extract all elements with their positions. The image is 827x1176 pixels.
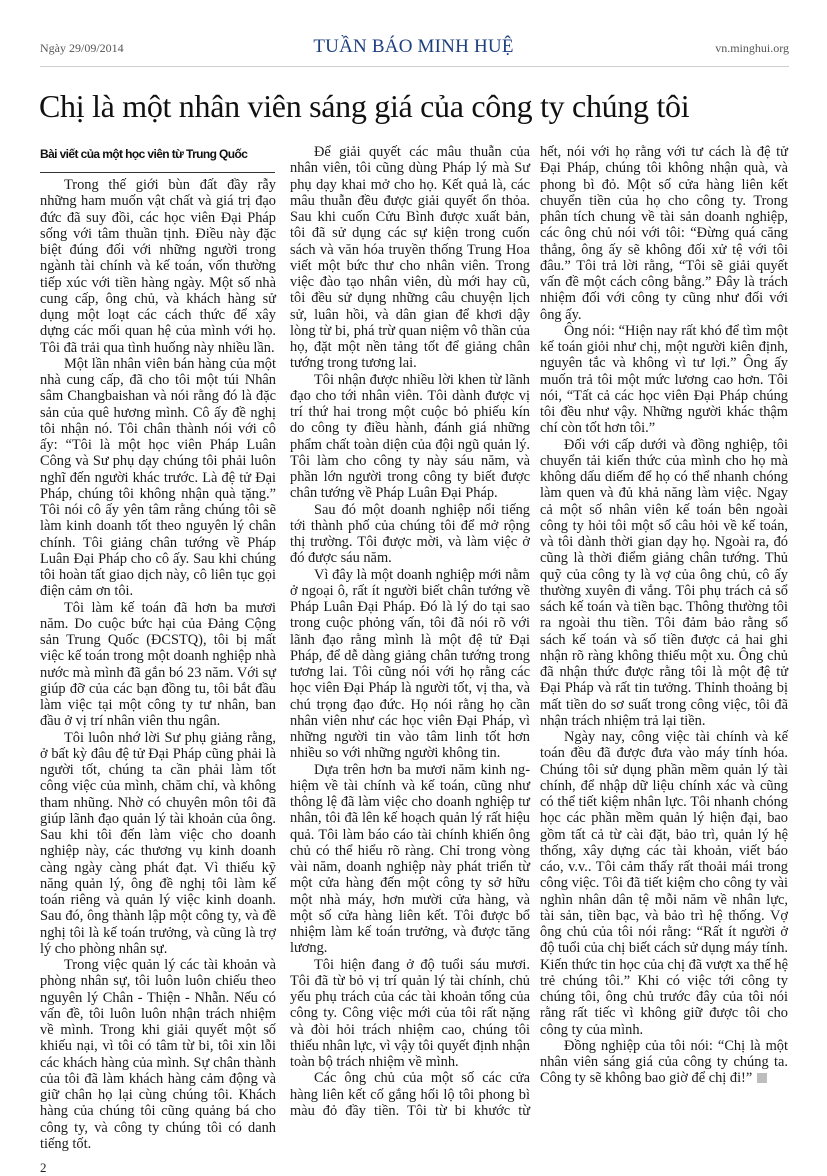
- page-number: 2: [40, 1160, 47, 1175]
- header-date: Ngày 29/09/2014: [40, 41, 124, 55]
- article-column-1: [40, 177, 276, 1176]
- paragraph: Tôi làm kế toán đã hơn ba mươi năm. Do cuộc bức hại của Đảng Cộng sản Trung Quốc (ĐCSTQ), tôi bị mất việc kế toán trong một doanh nghiệp nhà nước mà mình đã gắn bó 23 năm. Với sự giúp đỡ của các bạn đồng tu, tôi bắt đầu làm việc tại một công ty tư nhân, ban đầu ở vị trí nhân viên thu ngân.: [40, 599, 276, 730]
- paragraph: Sau đó một doanh nghiệp nổi tiếng tới thành phố của chúng tôi để mở rộng thị trường. Tôi được mời, và làm việc ở đó được sáu năm.: [290, 501, 530, 567]
- paragraph: Tôi nhận được nhiều lời khen từ lãnh đạo cho tới nhân viên. Tôi dành được vị trí thứ hai trong một cuộc bỏ phiếu kín do công ty điều hành, đánh giá những phẩm chất toàn diện của đội ngũ quản lý. Tôi làm cho công ty này sáu năm, và phần lớn người trong công ty biết được chân tướng về Pháp Luân Đại Pháp.: [290, 371, 530, 502]
- paragraph: Đối với cấp dưới và đồng nghiệp, tôi chuyển tải kiến thức của mình cho họ mà không dấu diếm để họ có thể nhanh chóng làm quen và đủ khả năng làm việc. Ngay cả một số nhân viên kế toán bên ngoài công ty hỏi tôi một số câu hỏi về kế toán, và tôi dành thời gian dạy họ. Ngoài ra, đó cũng là thời điểm giảng chân tướng. Thủ quỹ của công ty là vợ của ông chủ, cô ấy thường xuyên đi vắng. Tôi phụ trách cả sổ sách kế toán và tiền bạc. Thông thường tôi ra ngoài thu tiền. Tôi đảm bảo rằng sổ sách kế toán và số tiền được cả hai ghi nhận rõ ràng không thiếu một xu. Ông chủ đã nhận thức được rằng tôi là một đệ tử Đại Pháp và rất tin tưởng. Thỉnh thoảng bị mất tiền do sơ suất trong công việc, tôi đã nhận trách nhiệm trả lại tiền.: [540, 436, 788, 729]
- paragraph: Các ông chủ của một số các cửa hàng liên kết cố gắng hối lộ tôi phong bì màu đỏ đầy tiền. Tôi từ bi khước từ: [290, 1070, 530, 1119]
- paragraph: Trong việc quản lý các tài khoản và phòng nhân sự, tôi luôn luôn chiếu theo nguyên lý Chân - Thiện - Nhẫn. Nếu có vấn đề, tôi luôn luôn nhận trách nhiệm về mình. Trong khi giải quyết một số khiếu nại, vì tôi có tâm từ bi, tôi xin lỗi các khách hàng của mình. Sự chân thành của tôi đã làm khách hàng cảm động và giữ chân họ lại cùng chúng tôi. Khách hàng của chúng tôi cũng quảng bá cho công ty, và công ty chúng tôi có danh tiếng tốt.: [40, 957, 276, 1152]
- paragraph: Ngày nay, công việc tài chính và kế toán đều đã được đưa vào máy tính hóa. Chúng tôi sử dụng phần mềm quản lý tài chính, để nhập dữ liệu chính xác và cũng có thể tiết kiệm nhân lực. Tôi nhanh chóng học các phần mềm quản lý hiện đại, bao gồm tất cả từ cài đặt, bảo trì, quản lý hệ thống, xây dựng các tài khoản, viết báo cáo, v.v.. Tôi cảm thấy rất thoải mái trong công việc. Tôi đã tiết kiệm cho công ty vài nghìn nhân dân tệ mỗi năm về nhân lực, tài sản, tiền bạc, và bảo trì hệ thống. Vợ ông chủ của tôi nói rằng: “Rất ít người ở độ tuổi của chị biết cách sử dụng máy tính. Kiến thức tin học của chị đã vượt xa thế hệ trẻ chúng tôi.” Khi có việc tới công ty chúng tôi, ông chủ trước đây của tôi nói rằng rất tiếc vì không giữ được tôi cho công ty của mình.: [540, 729, 788, 1038]
- paragraph: Một lần nhân viên bán hàng của một nhà cung cấp, đã cho tôi một túi Nhân sâm Changbaishan và nói rằng đó là đặc sản của quê hương mình. Cô ấy đề nghị tôi nhận nó. Tôi chân thành nói với cô ấy: “Tôi là một học viên Pháp Luân Công và Sư phụ dạy chúng tôi phải luôn nghĩ đến người khác trước. Là đệ tử Đại Pháp, chúng tôi không nhận quà tặng.” Tôi nói cô ấy yên tâm rằng chúng tôi sẽ làm kinh doanh tốt theo nguyên lý chân chính. Tôi giảng chân tướng về Pháp Luân Đại Pháp cho cô ấy. Sau khi chúng tôi hoàn tất giao dịch này, cô liên tục gọi điện cảm ơn tôi.: [40, 355, 276, 600]
- paragraph: Vì đây là một doanh nghiệp mới nằm ở ngoại ô, rất ít người biết chân tướng về Pháp Luân Đại Pháp. Đó là lý do tại sao trong cuộc phỏng vấn, tôi đã nói rõ với lãnh đạo rằng mình là một đệ tử Đại Pháp, để dễ dàng giảng chân tướng trong tương lai. Tôi cũng nói với họ rằng các học viên Đại Pháp là người tốt, vị tha, và chú trọng đạo đức. Họ nói rằng họ cần nhân viên như các học viên Đại Pháp, vì những người tin vào tâm linh tốt hơn nhiều so với những người không tin.: [290, 566, 530, 762]
- column-divider: [40, 172, 275, 173]
- paragraph-continued: hết, nói với họ rằng với tư cách là đệ tử Đại Pháp, chúng tôi không nhận quà, và phong bì đỏ. Một số cửa hàng liên kết chuyển tiền của họ cho công ty. Trong phân tích chung về tài sản doanh nghiệp, các ông chủ nói với tôi: “Đừng quá căng thẳng, ông ấy sẽ không đối xử tệ với tôi đâu.” Tôi trả lời rằng, “Tôi sẽ giải quyết vấn đề một cách công bằng.” Đây là trách nhiệm đối với công ty cũng như đối với ông ấy.: [540, 144, 788, 323]
- article-byline: Bài viết của một học viên từ Trung Quốc: [40, 147, 248, 161]
- paragraph: Trong thế giới bùn đất đầy rẫy những ham muốn vật chất và giá trị đạo đức đã suy đồi, các học viên Đại Pháp sống với tâm thuần tịnh. Điều này đặc biệt đúng đối với những người trong ngành tài chính và kế toán, vốn thường tiếp xúc với tiền hàng ngày. Một số nhà cung cấp, ông chủ, và khách hàng sử dụng một loạt các cách thức để xây dựng các mối quan hệ của mình với họ. Tôi đã trải qua tình huống này nhiều lần.: [40, 177, 276, 356]
- paragraph-final: [540, 1038, 788, 1087]
- final-text: Đồng nghiệp của tôi nói: “Chị là một nhân viên sáng giá của công ty chúng ta. Công ty sẽ không bao giờ để chị đi!”: [540, 1037, 788, 1087]
- website-url: vn.minghui.org: [715, 41, 789, 55]
- article-column-3: [540, 144, 788, 1087]
- end-of-article-icon: [757, 1073, 767, 1083]
- header-divider: [40, 66, 789, 67]
- article-column-2: [290, 144, 530, 1119]
- paragraph: Ông nói: “Hiện nay rất khó để tìm một kế toán giỏi như chị, một người kiên định, nguyên tắc và không vì tư lợi.” Ông ấy muốn trả tôi một mức lương cao hơn. Tôi nói, “Tất cả các học viên Đại Pháp chúng tôi đều như vậy. Những người khác thậm chí còn tốt hơn tôi.”: [540, 322, 788, 437]
- paragraph: Dựa trên hơn ba mươi năm kinh ng-hiệm về tài chính và kế toán, cũng như thông lệ đã làm việc cho doanh nghiệp tư nhân, tôi đã lên kế hoạch quản lý rất hiệu quả. Tôi làm báo cáo tài chính khiến ông chủ có thể hiểu rõ ràng. Chỉ trong vòng vài năm, doanh nghiệp này phát triển từ một cửa hàng đến một công ty sở hữu một nhà máy, hơn mười cửa hàng, và một số cửa hàng liên kết. Tôi được bổ nhiệm làm kế toán trưởng, và được tăng lương.: [290, 761, 530, 957]
- article-title: Chị là một nhân viên sáng giá của công ty chúng tôi: [39, 88, 690, 124]
- paragraph: Tôi luôn nhớ lời Sư phụ giảng rằng, ở bất kỳ đâu đệ tử Đại Pháp cũng phải là người tốt, chúng ta cần phải làm tốt công việc của mình, chăm chỉ, và không tham nhũng. Nhờ có chuyên môn tôi đã giúp lãnh đạo quản lý tài khoản của ông. Sau khi tôi đến làm việc cho doanh nghiệp này, các thương vụ kinh doanh càng ngày càng phát đạt. Vì thiếu kỹ năng quản lý, ông đề nghị tôi làm kế toán riêng và quản lý việc kinh doanh. Sau đó, ông thành lập một công ty, và đề nghị tôi là kế toán trưởng, và cũng là trợ lý cho phòng nhân sự.: [40, 729, 276, 957]
- paragraph: Để giải quyết các mâu thuẫn của nhân viên, tôi cũng dùng Pháp lý mà Sư phụ dạy khai mở cho họ. Kết quả là, các mâu thuẫn đều được giải quyết ổn thỏa. Sau khi cuốn Cửu Bình được xuất bản, tôi đã sử dụng các sự kiện trong cuốn sách và văn hóa truyền thống Trung Hoa viết một bức thư cho nhân viên. Trong việc đào tạo nhân viên, dù mới hay cũ, tôi đều sử dụng những câu chuyện lịch sử, luân hồi, và dân gian để khơi dậy lòng từ bi, phá trừ quan niệm vô thần của họ, đặt một nền tảng tốt để giảng chân tướng trong tương lai.: [290, 144, 530, 372]
- paragraph: Tôi hiện đang ở độ tuổi sáu mươi. Tôi đã từ bỏ vị trí quản lý tài chính, chủ yếu phụ trách của các tài khoản tổng của công ty. Công việc mới của tôi rất nặng và đòi hỏi trách nhiệm cao, chúng tôi thiếu nhân lực, vì vậy tôi quyết định nhận toàn bộ trách nhiệm về mình.: [290, 956, 531, 1070]
- publication-name: TUẦN BÁO MINH HUỆ: [313, 36, 514, 57]
